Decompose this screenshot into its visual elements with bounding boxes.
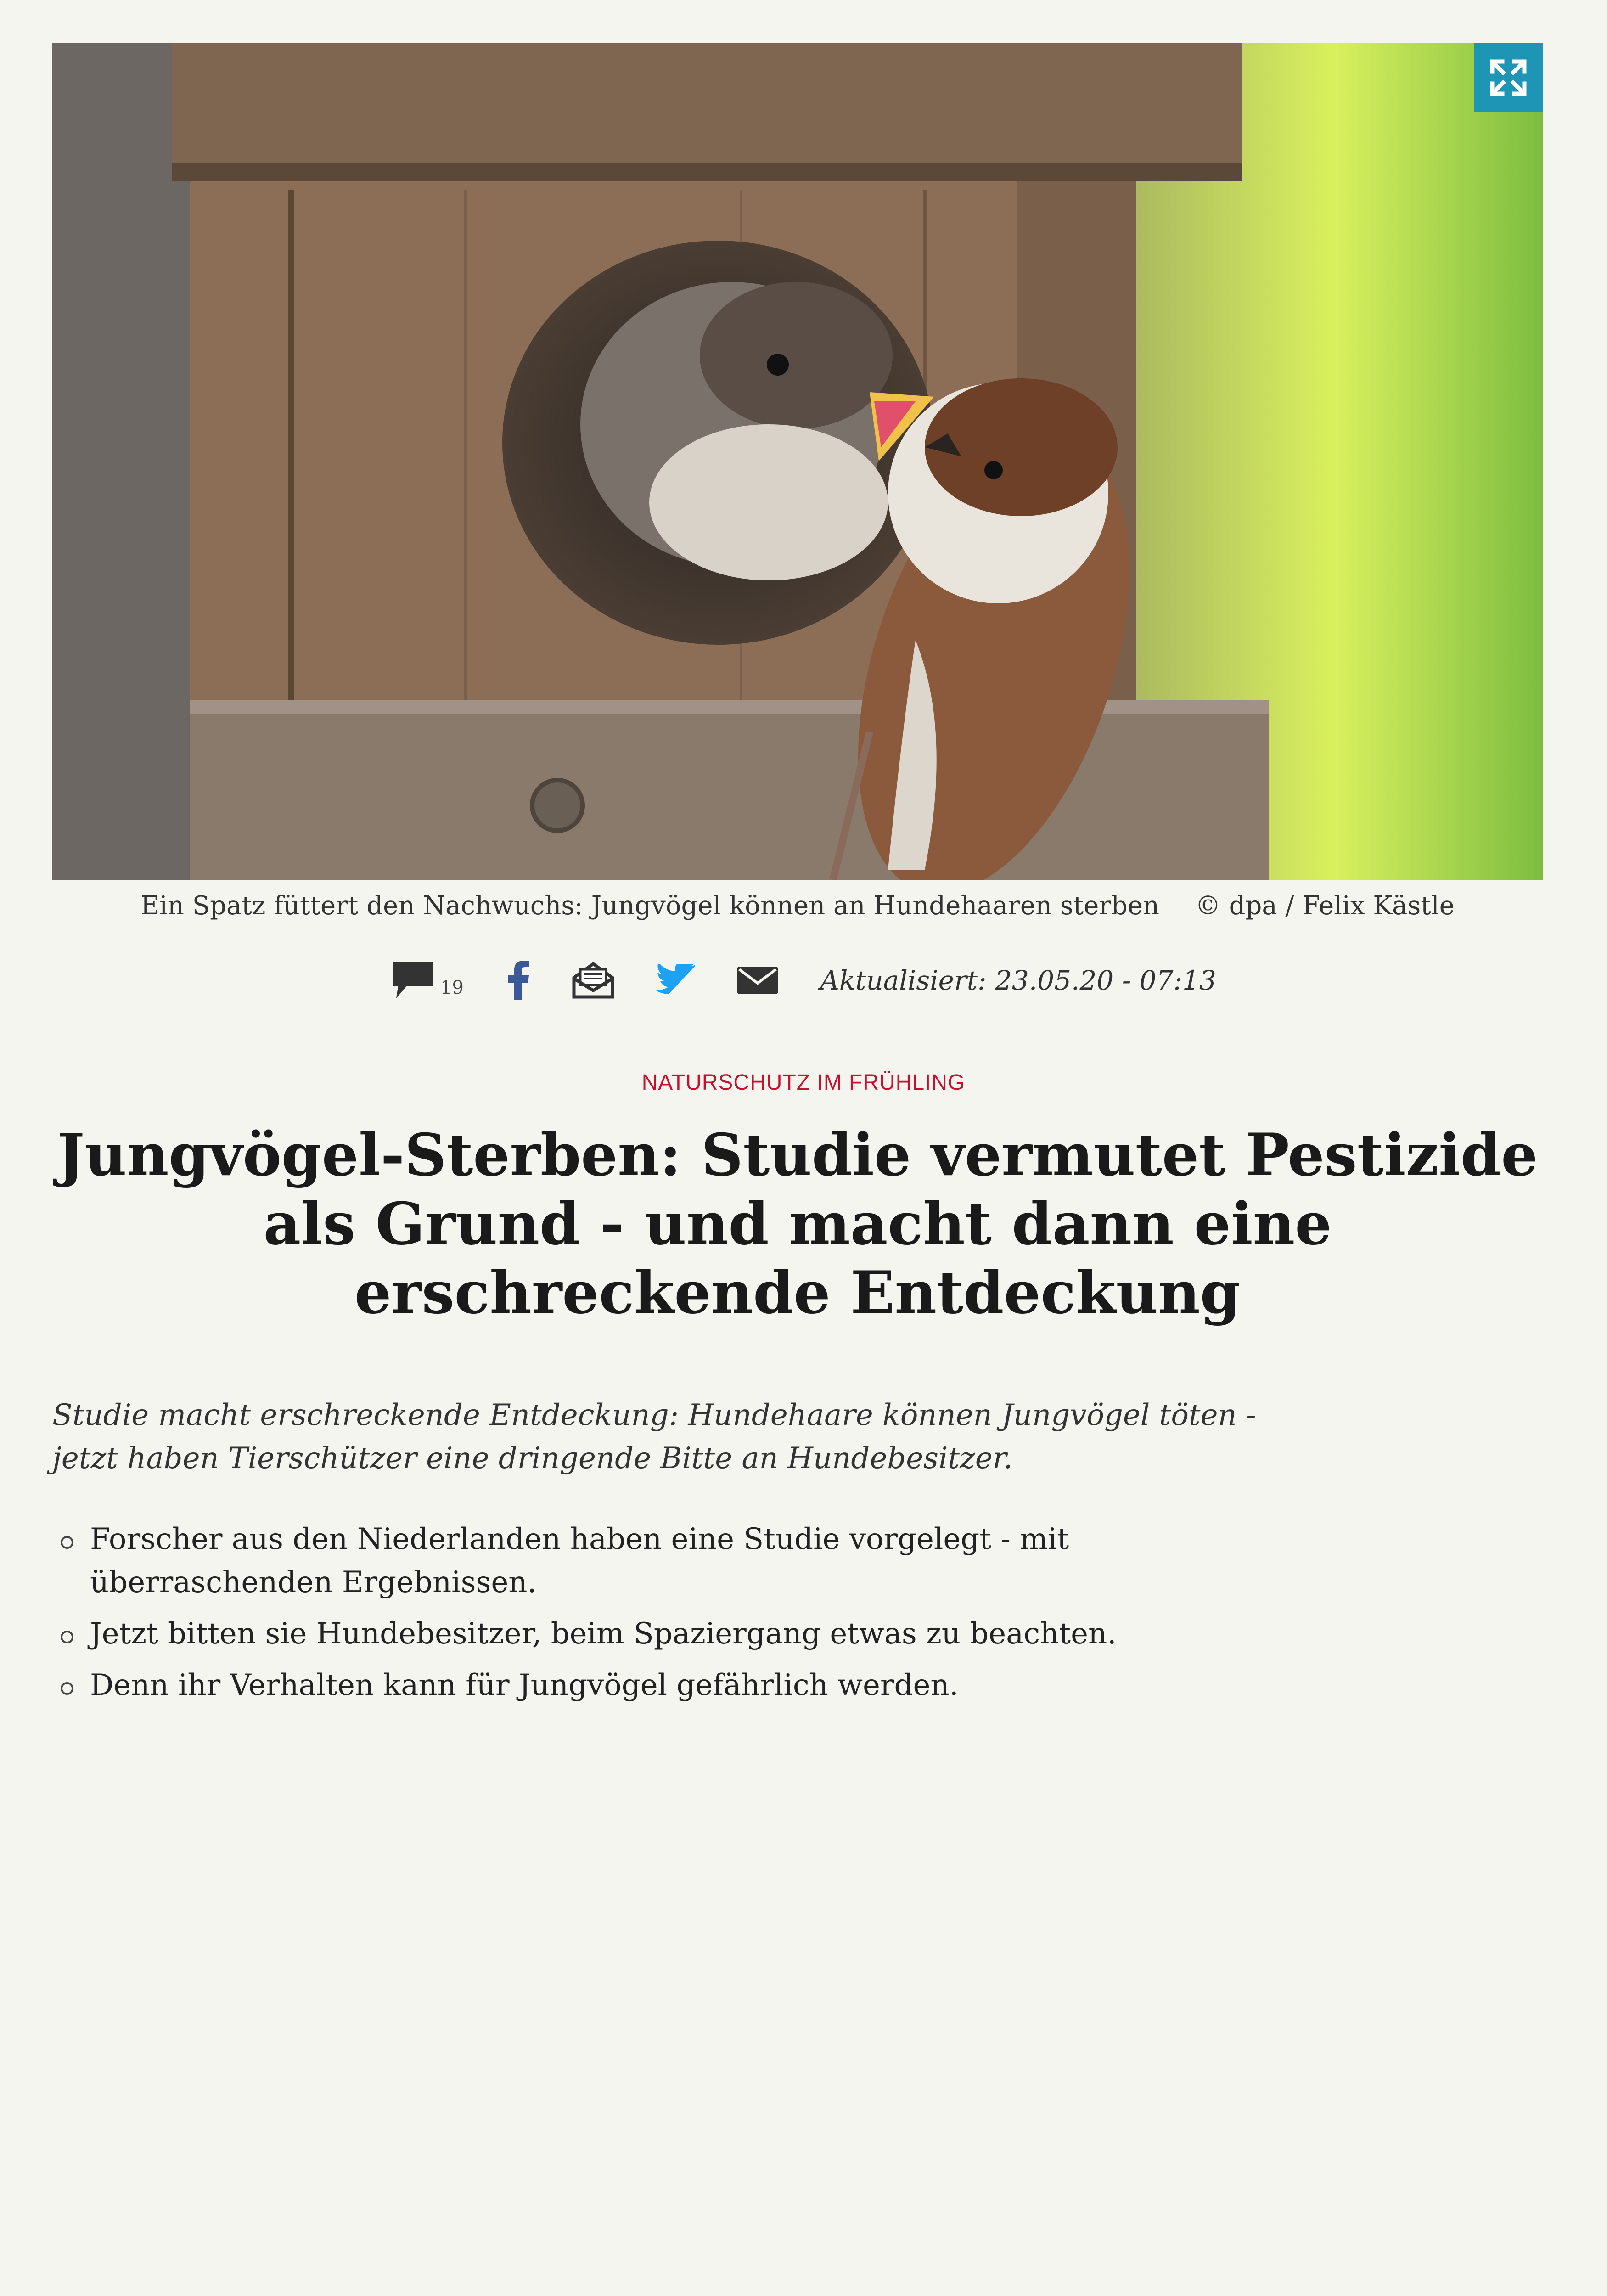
updated-timestamp <box>820 965 1216 996</box>
facebook-share-button[interactable] <box>505 961 531 1000</box>
comment-icon <box>391 960 435 1001</box>
article-kicker: NATURSCHUTZ IM FRÜHLING <box>641 1070 966 1095</box>
image-caption <box>52 891 1543 921</box>
newsletter-button[interactable] <box>572 962 614 999</box>
updated-text: Aktualisiert: 23.05.20 - 07:13 <box>820 965 1216 996</box>
twitter-share-button[interactable] <box>656 964 695 997</box>
mail-icon <box>736 966 779 995</box>
bullet-item: Jetzt bitten sie Hundebesitzer, beim Spaziergang etwas zu beachten. <box>52 1612 1292 1655</box>
expand-button[interactable] <box>1474 43 1543 112</box>
comments-button[interactable] <box>391 960 464 1001</box>
comment-count: 19 <box>440 977 464 998</box>
birdhouse-illustration <box>52 43 1543 880</box>
share-toolbar <box>0 960 1607 1001</box>
bullet-item: Forscher aus den Niederlanden haben eine Studie vorgelegt - mit überraschenden Ergebnissen. <box>52 1518 1292 1604</box>
mail-share-button[interactable] <box>736 966 779 995</box>
article-headline: Jungvögel-Sterben: Studie vermutet Pestizide als Grund - und macht dann eine erschreckende Entdeckung <box>57 1121 1538 1327</box>
twitter-icon <box>656 964 695 997</box>
newsletter-icon <box>572 962 614 999</box>
article-bullet-list <box>52 1518 1292 1715</box>
expand-icon <box>1489 58 1528 97</box>
caption-text: Ein Spatz füttert den Nachwuchs: Jungvögel können an Hundehaaren sterben <box>140 891 1160 921</box>
article-teaser: Studie macht erschreckende Entdeckung: Hundehaare können Jungvögel töten - jetzt haben Tierschützer eine dringende Bitte an Hundebesitzer. <box>52 1398 1256 1475</box>
hero-image[interactable] <box>52 43 1543 880</box>
image-credit: © dpa / Felix Kästle <box>1195 891 1455 921</box>
facebook-icon <box>505 961 531 1000</box>
bullet-item: Denn ihr Verhalten kann für Jungvögel gefährlich werden. <box>52 1664 1292 1707</box>
